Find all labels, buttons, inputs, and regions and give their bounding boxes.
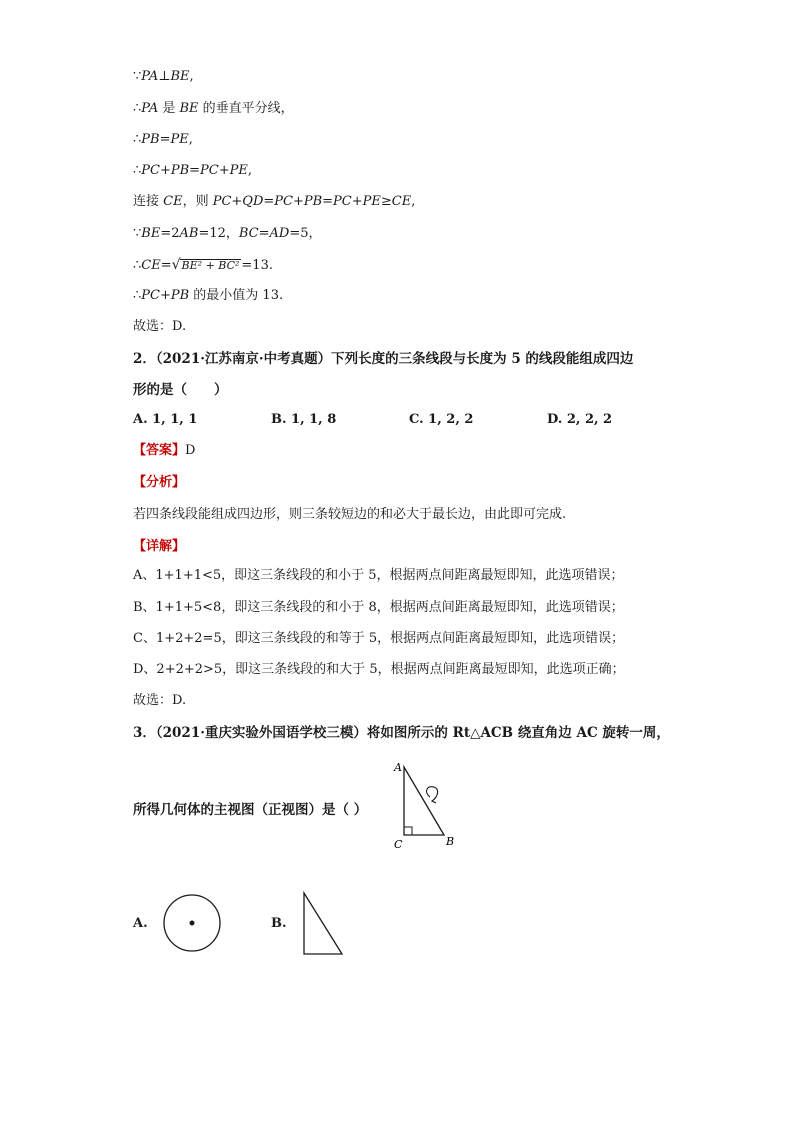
solution-line-4: ∴PC+PB=PC+PE,	[133, 163, 253, 178]
q3-option-b-label: B.	[271, 916, 287, 931]
solution-line-3: ∴PB=PE,	[133, 132, 193, 147]
q3-stem-line-2: 所得几何体的主视图（正视图）是（ ）	[133, 802, 368, 818]
q2-detail-c: C、1+2+2=5，即这三条线段的和等于 5，根据两点间距离最短即知，此选项错误；	[133, 631, 625, 646]
figure-label-b: B	[446, 835, 455, 848]
q2-conclusion: 故选：D.	[133, 693, 187, 708]
q2-stem-line-1: 2．（2021·江苏南京·中考真题）下列长度的三条线段与长度为 5 的线段能组成四边	[133, 351, 634, 367]
q2-option-b: B. 1, 1, 8	[271, 412, 337, 427]
solution-line-6: ∵BE=2AB=12，BC=AD=5，	[133, 226, 322, 241]
q2-option-d: D. 2, 2, 2	[547, 412, 613, 427]
q2-analysis-tag: 【分析】	[133, 475, 186, 490]
solution-conclusion: 故选：D.	[133, 319, 187, 334]
q3-stem-line-1: 3．（2021·重庆实验外国语学校三模）将如图所示的 Rt△ACB 绕直角边 AC 旋转一周，	[133, 725, 670, 741]
q2-detail-d: D、2+2+2>5，即这三条线段的和大于 5，根据两点间距离最短即知，此选项正确；	[133, 662, 625, 677]
q2-option-c: C. 1, 2, 2	[409, 412, 474, 427]
solution-line-5: 连接 CE，则 PC+QD=PC+PB=PC+PE≥CE,	[133, 194, 416, 209]
q3-option-a-circle-figure	[162, 893, 224, 955]
rotation-arrow-icon	[427, 787, 438, 803]
square-root-symbol: √	[171, 257, 181, 273]
q3-option-b-triangle-figure	[298, 889, 348, 959]
q2-stem-line-2: 形的是（ ）	[133, 382, 228, 398]
square-root-expression: BE² + BC²	[181, 259, 240, 272]
q2-detail-a: A、1+1+1<5，即这三条线段的和小于 5，根据两点间距离最短即知，此选项错误；	[133, 568, 624, 583]
figure-label-c: C	[394, 838, 403, 851]
q2-answer: 【答案】D	[133, 443, 196, 458]
solution-line-2: ∴PA 是 BE 的垂直平分线，	[133, 101, 294, 116]
q3-triangle-figure	[380, 755, 470, 855]
figure-label-a: A	[394, 761, 402, 774]
solution-line-1: ∵PA⊥BE,	[133, 69, 194, 84]
q2-detail-tag: 【详解】	[133, 539, 186, 554]
solution-line-8: ∴PC+PB 的最小值为 13.	[133, 288, 284, 303]
q2-option-a: A. 1, 1, 1	[133, 412, 198, 427]
q2-detail-b: B、1+1+5<8，即这三条线段的和小于 8，根据两点间距离最短即知，此选项错误；	[133, 600, 624, 615]
q2-analysis-text: 若四条线段能组成四边形，则三条较短边的和必大于最长边，由此即可完成.	[133, 507, 567, 522]
answer-tag: 【答案】	[133, 443, 186, 458]
solution-line-7: ∴CE=√BE² + BC² =13.	[133, 257, 273, 273]
q3-option-a-label: A.	[133, 916, 148, 931]
